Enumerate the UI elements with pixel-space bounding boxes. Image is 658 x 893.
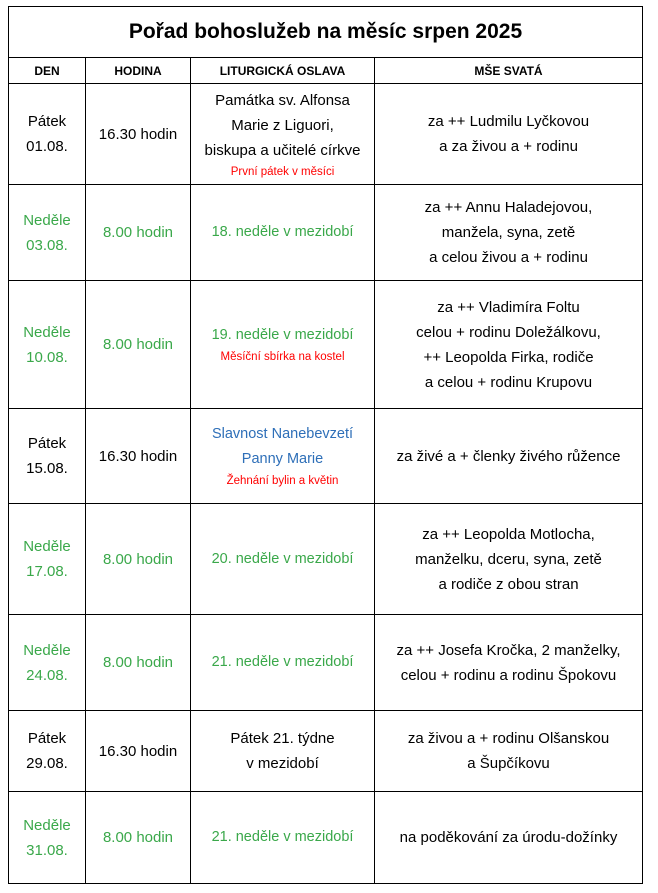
time-cell: 8.00 hodin xyxy=(86,615,191,711)
date: 31.08. xyxy=(26,841,68,859)
mse-line: manželku, dceru, syna, zetě xyxy=(415,550,602,568)
time-cell: 8.00 hodin xyxy=(86,792,191,884)
mse-line: celou + rodinu a rodinu Špokovu xyxy=(400,666,617,684)
den-cell xyxy=(9,711,86,792)
table-row xyxy=(9,711,643,792)
mse-line: a celou + rodinu Krupovu xyxy=(424,373,593,391)
oslava-line: 19. neděle v mezidobí xyxy=(211,327,354,343)
oslava-line: 21. neděle v mezidobí xyxy=(211,654,354,670)
oslava-cell xyxy=(191,84,375,185)
table-row xyxy=(9,281,643,409)
mse-line: celou + rodinu Doležálkovu, xyxy=(416,323,601,341)
mse-cell xyxy=(375,84,643,185)
den-cell xyxy=(9,409,86,504)
weekday: Pátek xyxy=(27,730,67,747)
mse-cell xyxy=(375,504,643,615)
date: 15.08. xyxy=(26,460,68,477)
oslava-cell xyxy=(191,185,375,281)
date: 29.08. xyxy=(26,755,68,772)
weekday: Neděle xyxy=(23,538,71,555)
den-cell xyxy=(9,792,86,884)
weekday: Pátek xyxy=(27,435,67,452)
mse-line: na poděkování za úrodu-dožínky xyxy=(399,829,618,846)
mse-line: za živé a + členky živého růžence xyxy=(396,447,621,465)
table-row xyxy=(9,615,643,711)
weekday: Neděle xyxy=(23,323,71,341)
mse-line: ++ Leopolda Firka, rodiče xyxy=(423,348,594,366)
oslava-cell xyxy=(191,615,375,711)
mse-cell xyxy=(375,409,643,504)
schedule-table xyxy=(8,6,643,884)
time-cell: 16.30 hodin xyxy=(86,409,191,504)
oslava-note: Měsíční sbírka na kostel xyxy=(220,351,345,363)
mse-line: za ++ Josefa Kročka, 2 manželky, xyxy=(396,641,621,659)
oslava-cell xyxy=(191,409,375,504)
oslava-cell xyxy=(191,281,375,409)
oslava-line: biskupa a učitelé církve xyxy=(204,141,361,159)
table-row xyxy=(9,409,643,504)
mse-cell xyxy=(375,792,643,884)
weekday: Pátek xyxy=(27,113,67,130)
table-row xyxy=(9,84,643,185)
time-cell: 8.00 hodin xyxy=(86,281,191,409)
den-cell xyxy=(9,615,86,711)
mse-line: a Šupčíkovu xyxy=(467,755,550,772)
oslava-line: Pátek 21. týdne xyxy=(230,730,335,747)
time-cell: 8.00 hodin xyxy=(86,185,191,281)
mse-line: za ++ Annu Haladejovou, xyxy=(424,199,593,216)
oslava-line: 21. neděle v mezidobí xyxy=(211,829,354,845)
oslava-cell xyxy=(191,711,375,792)
header-mse: MŠE SVATÁ xyxy=(375,58,643,84)
oslava-cell xyxy=(191,504,375,615)
weekday: Neděle xyxy=(23,816,71,834)
mse-line: a rodiče z obou stran xyxy=(438,575,579,593)
oslava-line: Panny Marie xyxy=(241,451,324,467)
table-row xyxy=(9,185,643,281)
oslava-line: Památka sv. Alfonsa xyxy=(215,91,350,109)
oslava-line: Marie z Liguori, xyxy=(231,116,334,134)
date: 01.08. xyxy=(26,138,68,155)
mse-cell xyxy=(375,281,643,409)
oslava-note: První pátek v měsíci xyxy=(230,165,335,178)
oslava-line: 20. neděle v mezidobí xyxy=(211,550,354,567)
oslava-line: 18. neděle v mezidobí xyxy=(211,224,354,240)
mse-line: za živou a + rodinu Olšanskou xyxy=(407,730,610,747)
time-cell: 8.00 hodin xyxy=(86,504,191,615)
mse-line: manžela, syna, zetě xyxy=(441,224,576,241)
mse-line: za ++ Vladimíra Foltu xyxy=(437,298,580,316)
weekday: Neděle xyxy=(23,641,71,659)
mse-line: za ++ Leopolda Motlocha, xyxy=(422,525,595,543)
den-cell xyxy=(9,504,86,615)
page-title: Pořad bohoslužeb na měsíc srpen 2025 xyxy=(9,7,643,58)
time-cell: 16.30 hodin xyxy=(86,84,191,185)
den-cell xyxy=(9,84,86,185)
date: 24.08. xyxy=(26,666,68,684)
mse-line: za ++ Ludmilu Lyčkovou xyxy=(427,113,590,130)
oslava-note: Žehnání bylin a květin xyxy=(226,475,339,487)
mse-cell xyxy=(375,711,643,792)
den-cell xyxy=(9,185,86,281)
oslava-line: v mezidobí xyxy=(246,755,319,772)
date: 03.08. xyxy=(26,236,68,254)
date: 10.08. xyxy=(26,348,68,366)
header-den: DEN xyxy=(9,58,86,84)
time-cell: 16.30 hodin xyxy=(86,711,191,792)
oslava-line: Slavnost Nanebevzetí xyxy=(211,426,354,442)
mse-cell xyxy=(375,615,643,711)
mse-cell xyxy=(375,185,643,281)
header-oslava: LITURGICKÁ OSLAVA xyxy=(191,58,375,84)
mse-line: a za živou a + rodinu xyxy=(439,138,578,155)
weekday: Neděle xyxy=(23,211,71,229)
mse-line: a celou živou a + rodinu xyxy=(429,249,588,266)
den-cell xyxy=(9,281,86,409)
oslava-cell xyxy=(191,792,375,884)
header-hodina: HODINA xyxy=(86,58,191,84)
table-row xyxy=(9,792,643,884)
table-row xyxy=(9,504,643,615)
date: 17.08. xyxy=(26,563,68,580)
